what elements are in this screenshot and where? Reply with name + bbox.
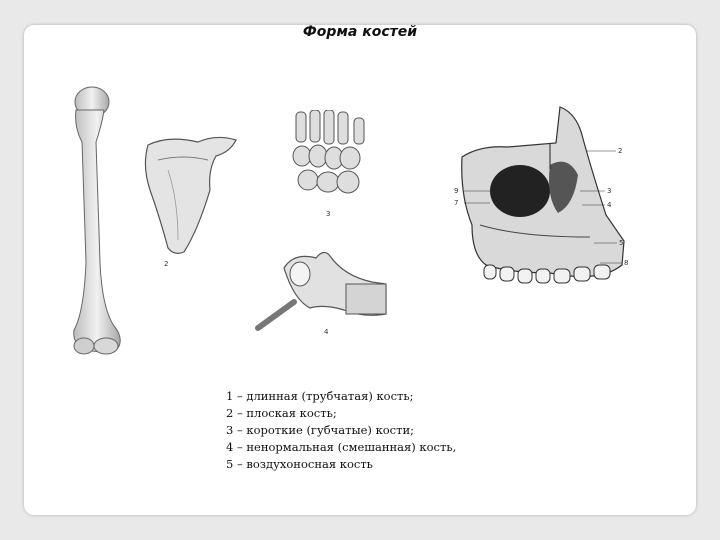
legend-item-long-bone: 1 – длинная (трубчатая) кость; [226, 389, 414, 403]
maxilla-label-5: 5 [619, 239, 624, 247]
legend-item-short-bones: 3 – короткие (губчатые) кости; [226, 423, 415, 437]
figure-legend [226, 388, 456, 473]
pneumatic-bone-image [450, 105, 635, 295]
maxilla-label-3: 3 [607, 187, 612, 195]
long-bone-image [62, 82, 132, 362]
maxilla-label-7: 7 [454, 199, 459, 207]
hand-label: 3 [326, 210, 331, 218]
flat-bone-image [138, 130, 248, 270]
legend-item-pneumatic-bone: 5 – воздухоносная кость [226, 457, 373, 471]
maxilla-label-9: 9 [454, 187, 459, 195]
legend-item-irregular-bone: 4 – ненормальная (смешанная) кость, [226, 440, 457, 454]
maxilla-label-4: 4 [607, 201, 612, 209]
irregular-bone-image [254, 248, 394, 344]
short-bone-image [288, 110, 374, 222]
maxilla-label-8: 8 [624, 259, 629, 267]
maxilla-label-2: 2 [618, 147, 623, 155]
vertebra-label: 4 [324, 328, 329, 336]
scapula-label: 2 [164, 260, 169, 268]
legend-item-flat-bone: 2 – плоская кость; [226, 406, 337, 420]
slide-title: Форма костей [302, 24, 418, 40]
